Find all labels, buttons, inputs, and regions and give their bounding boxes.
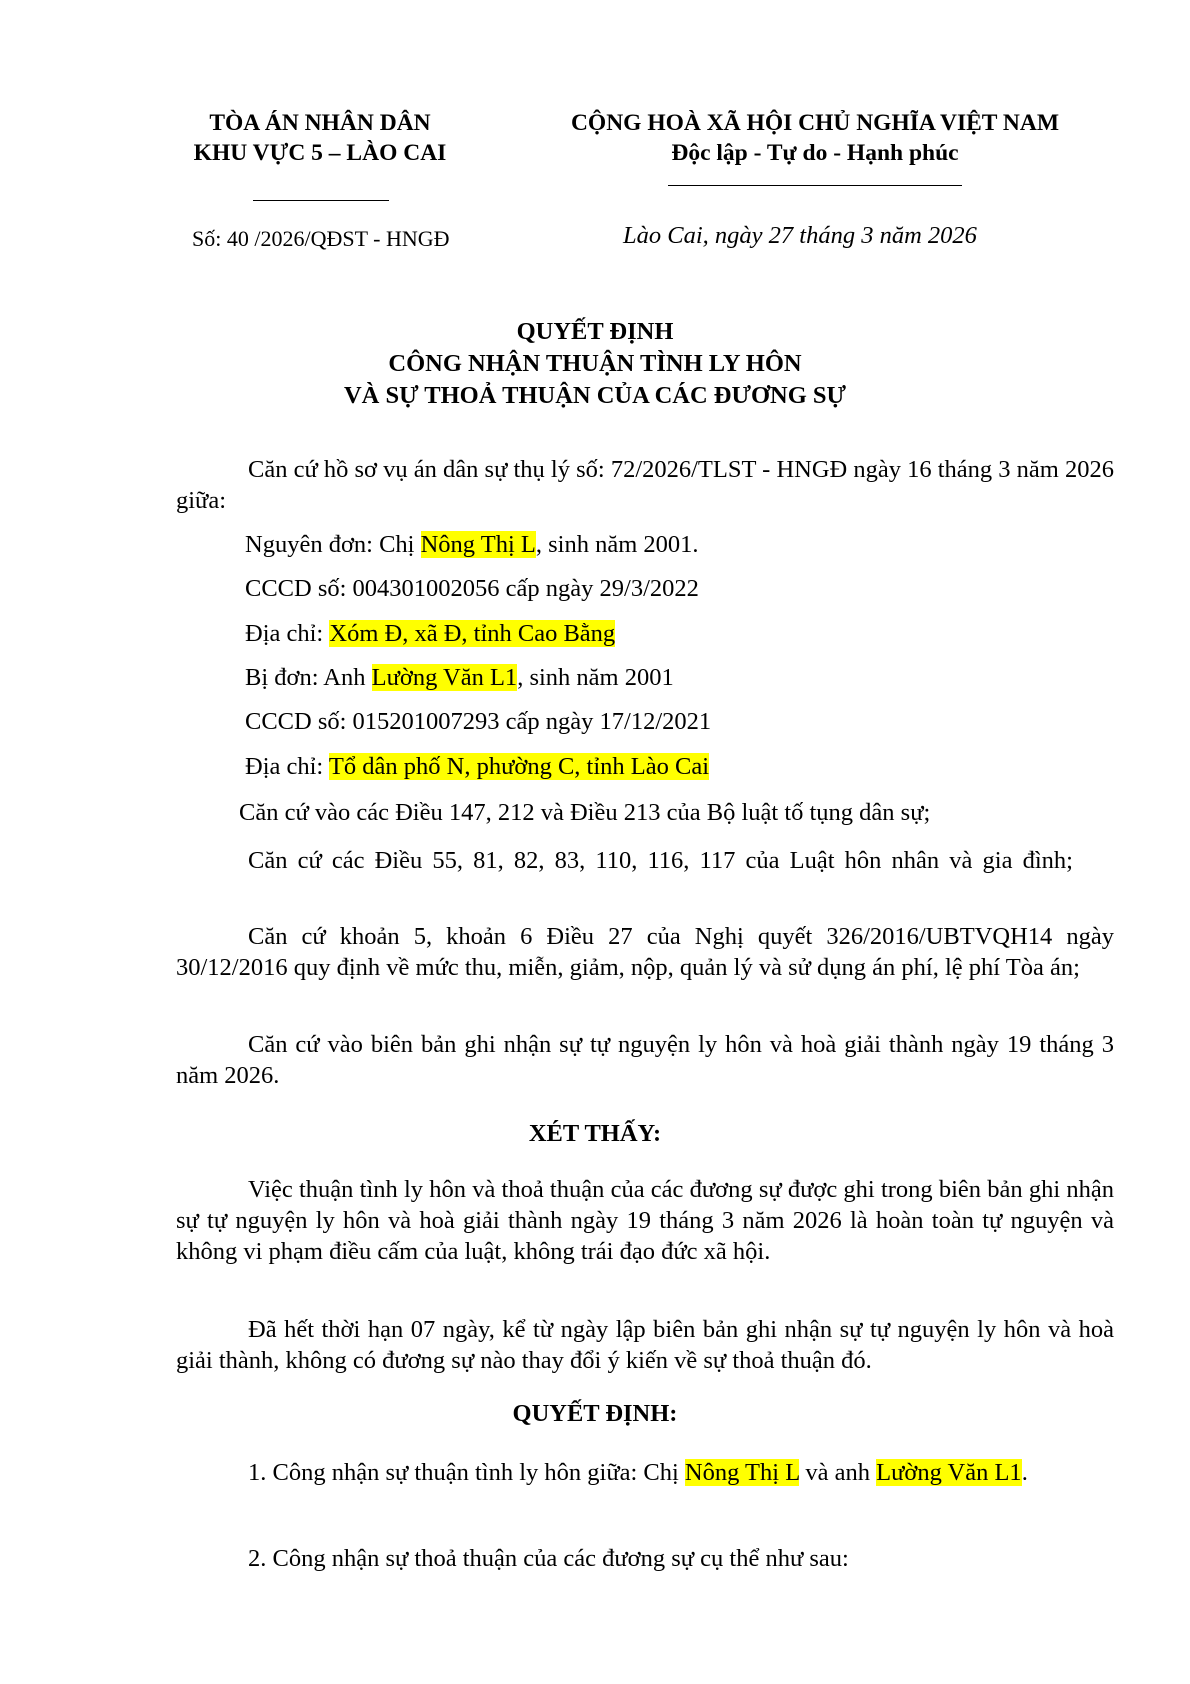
- title-line3: VÀ SỰ THOẢ THUẬN CỦA CÁC ĐƯƠNG SỰ: [343, 382, 847, 409]
- basis-resolution: Căn cứ khoản 5, khoản 6 Điều 27 của Nghị quyết 326/2016/UBTVQH14 ngày 30/12/2016 quy định về mức thu, miễn, giảm, nộp, quản lý và sử dụng án phí, lệ phí Tòa án;: [176, 923, 1114, 981]
- defendant-prefix: Bị đơn: Anh: [245, 664, 372, 691]
- defendant-address-label: Địa chỉ:: [245, 753, 329, 780]
- decision-item1-prefix: 1. Công nhận sự thuận tình ly hôn giữa: Chị: [248, 1459, 685, 1486]
- court-underline: [253, 200, 389, 201]
- decision-heading: QUYẾT ĐỊNH:: [512, 1400, 678, 1427]
- defendant-suffix: , sinh năm 2001: [517, 664, 674, 691]
- plaintiff-address-line: [245, 620, 615, 648]
- findings-para1: Việc thuận tình ly hôn và thoả thuận của các đương sự được ghi trong biên bản ghi nhận sự tự nguyện ly hôn và hoà giải thành ngày 19 tháng 3 năm 2026 là hoàn toàn tự nguyện và không vi phạm điều cấm của luật, không trái đạo đức xã hội.: [176, 1176, 1114, 1265]
- decision-item2: 2. Công nhận sự thoả thuận của các đương sự cụ thể như sau:: [248, 1545, 849, 1572]
- defendant-line: [245, 664, 674, 692]
- national-header: [535, 110, 1095, 167]
- defendant-address: Tổ dân phố N, phường C, tỉnh Lào Cai: [328, 753, 710, 780]
- plaintiff-id: CCCD số: 004301002056 cấp ngày 29/3/2022: [245, 575, 699, 602]
- plaintiff-line: [245, 531, 699, 559]
- plaintiff-prefix: Nguyên đơn: Chị: [245, 531, 421, 558]
- court-name-line1: TÒA ÁN NHÂN DÂN: [209, 110, 431, 136]
- plaintiff-address: Xóm Đ, xã Đ, tỉnh Cao Bằng: [329, 620, 616, 647]
- basis-record: Căn cứ vào biên bản ghi nhận sự tự nguyện ly hôn và hoà giải thành ngày 19 tháng 3 năm 2026.: [176, 1031, 1114, 1089]
- plaintiff-suffix: , sinh năm 2001.: [535, 531, 699, 558]
- motto-underline: [668, 185, 962, 186]
- national-motto: Độc lập - Tự do - Hạnh phúc: [671, 140, 959, 166]
- basis-case-file: Căn cứ hồ sơ vụ án dân sự thụ lý số: 72/2026/TLST - HNGĐ ngày 16 tháng 3 năm 2026 giữa:: [176, 456, 1114, 514]
- plaintiff-address-label: Địa chỉ:: [245, 620, 330, 647]
- decision-item1-wife: Nông Thị L: [684, 1459, 800, 1486]
- court-name-line2: KHU VỰC 5 – LÀO CAI: [193, 140, 447, 166]
- basis-civil-procedure: Căn cứ vào các Điều 147, 212 và Điều 213 của Bộ luật tố tụng dân sự;: [239, 799, 931, 826]
- title-line1: QUYẾT ĐỊNH: [516, 318, 674, 345]
- decision-item1-husband: Lường Văn L1: [876, 1459, 1022, 1486]
- decision-item1: [176, 1456, 1114, 1489]
- document-number: Số: 40 /2026/QĐST - HNGĐ: [192, 226, 450, 251]
- plaintiff-name: Nông Thị L: [420, 531, 536, 558]
- defendant-name: Lường Văn L1: [371, 664, 518, 691]
- decision-item1-end: .: [1021, 1459, 1028, 1486]
- title-line2: CÔNG NHẬN THUẬN TÌNH LY HÔN: [388, 350, 802, 377]
- decision-item1-mid: và anh: [799, 1459, 877, 1486]
- court-name: [170, 110, 470, 167]
- defendant-address-line: [245, 753, 709, 781]
- defendant-id: CCCD số: 015201007293 cấp ngày 17/12/2021: [245, 708, 712, 735]
- national-name: CỘNG HOÀ XÃ HỘI CHỦ NGHĨA VIỆT NAM: [570, 110, 1060, 136]
- findings-heading: XÉT THẤY:: [528, 1120, 662, 1147]
- basis-family-law: Căn cứ các Điều 55, 81, 82, 83, 110, 116, 117 của Luật hôn nhân và gia đình;: [248, 847, 1073, 874]
- place-date: Lào Cai, ngày 27 tháng 3 năm 2026: [623, 222, 977, 249]
- findings-para2: Đã hết thời hạn 07 ngày, kể từ ngày lập biên bản ghi nhận sự tự nguyện ly hôn và hoà giải thành, không có đương sự nào thay đổi ý kiến về sự thoả thuận đó.: [176, 1316, 1114, 1374]
